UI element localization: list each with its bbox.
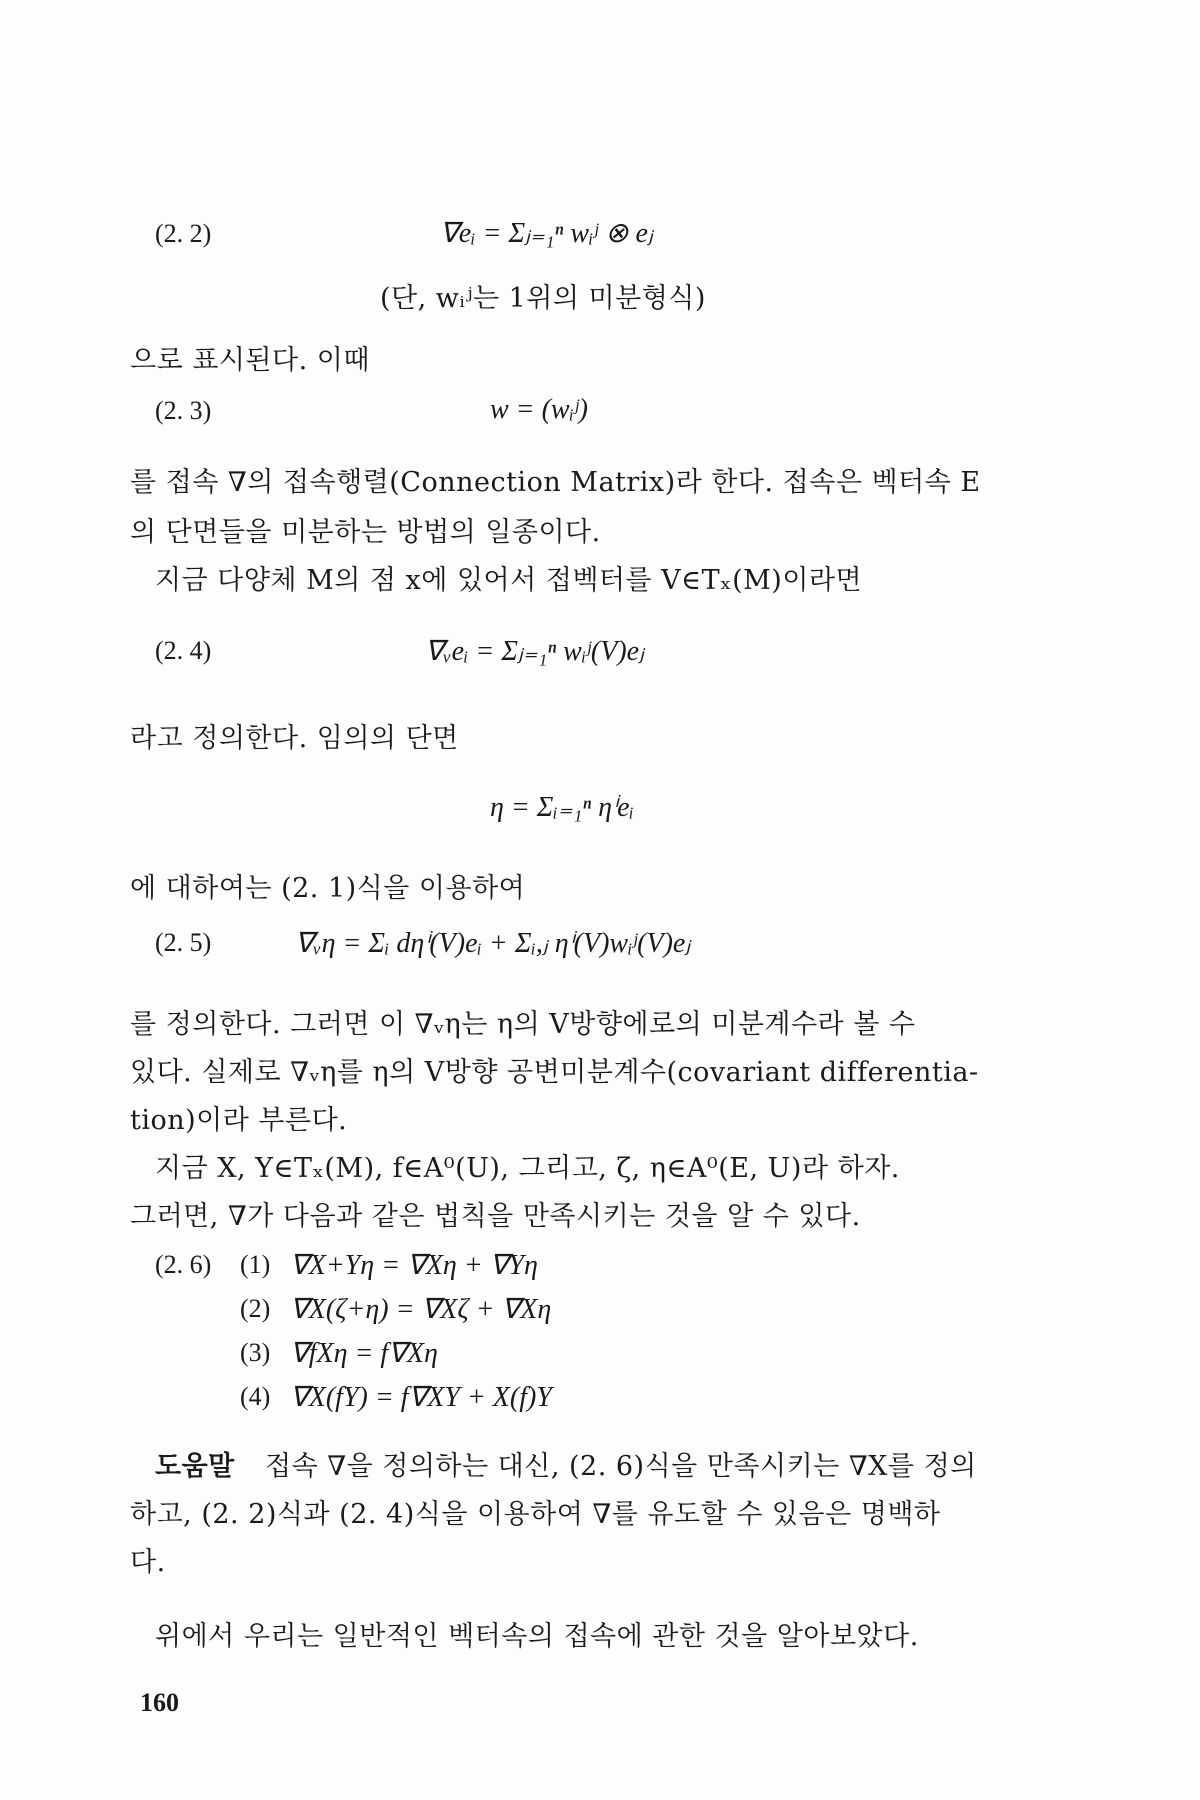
equation-item-formula: ∇X(fY) = f∇XY + X(f)Y	[290, 1382, 552, 1413]
paragraph-line: 있다. 실제로 ∇ᵥη를 η의 V방향 공변미분계수(covariant differentia-	[130, 1057, 979, 1088]
equation-item-label: (1)	[240, 1250, 271, 1279]
equation-item-formula: ∇fXη = f∇Xη	[290, 1338, 438, 1369]
paragraph-line: tion)이라 부른다.	[130, 1105, 348, 1136]
equation-item-label: (4)	[240, 1382, 271, 1411]
paragraph-line: 지금 X, Y∈Tₓ(M), f∈A⁰(U), 그리고, ζ, η∈A⁰(E, U)라 하자.	[155, 1153, 900, 1184]
equation-2-4: ∇ᵥeᵢ = Σⱼ₌₁ⁿ wᵢʲ(V)eⱼ	[425, 636, 644, 667]
equation-item-formula: ∇X+Yη = ∇Xη + ∇Yη	[290, 1250, 538, 1281]
help-line: 다.	[130, 1547, 166, 1578]
equation-2-5: ∇ᵥη = Σᵢ dηⁱ(V)eᵢ + Σᵢ,ⱼ ηⁱ(V)wᵢʲ(V)eⱼ	[295, 928, 691, 959]
equation-note: (단, wᵢʲ는 1위의 미분형식)	[380, 283, 706, 314]
paragraph-line: 그러면, ∇가 다음과 같은 법칙을 만족시키는 것을 알 수 있다.	[130, 1201, 861, 1232]
paragraph-line: 지금 다양체 M의 점 x에 있어서 접벡터를 V∈Tₓ(M)이라면	[155, 565, 863, 596]
equation-number: (2. 3)	[155, 396, 212, 425]
equation-item-formula: ∇X(ζ+η) = ∇Xζ + ∇Xη	[290, 1294, 552, 1325]
equation-number: (2. 5)	[155, 928, 212, 957]
help-line: 하고, (2. 2)식과 (2. 4)식을 이용하여 ∇를 유도할 수 있음은 명백하	[130, 1499, 941, 1530]
paragraph-line: 를 접속 ∇의 접속행렬(Connection Matrix)라 한다. 접속은 벡터속 E	[130, 467, 981, 498]
paragraph-text: 에 대하여는 (2. 1)식을 이용하여	[130, 873, 526, 904]
paragraph-text: 위에서 우리는 일반적인 벡터속의 접속에 관한 것을 알아보았다.	[155, 1621, 919, 1652]
paragraph-text: 으로 표시된다. 이때	[130, 345, 370, 376]
paragraph-line: 의 단면들을 미분하는 방법의 일종이다.	[130, 517, 601, 548]
equation-item-label: (3)	[240, 1338, 271, 1367]
help-line: 접속 ∇을 정의하는 대신, (2. 6)식을 만족시키는 ∇X를 정의	[265, 1451, 977, 1482]
equation-number: (2. 4)	[155, 636, 212, 665]
paragraph-line: 를 정의한다. 그러면 이 ∇ᵥη는 η의 V방향에로의 미분계수라 볼 수	[130, 1009, 916, 1040]
help-label: 도움말	[155, 1451, 235, 1482]
equation-2-3: w = (wᵢʲ)	[490, 394, 588, 425]
page-number: 160	[140, 1688, 179, 1717]
equation-number: (2. 2)	[155, 219, 212, 248]
paragraph-text: 라고 정의한다. 임의의 단면	[130, 723, 459, 754]
equation-eta: η = Σᵢ₌₁ⁿ ηⁱeᵢ	[490, 792, 634, 823]
equation-2-2: ∇eᵢ = Σⱼ₌₁ⁿ wᵢʲ ⊗ eⱼ	[440, 218, 653, 249]
equation-number: (2. 6)	[155, 1250, 212, 1279]
equation-item-label: (2)	[240, 1294, 271, 1323]
